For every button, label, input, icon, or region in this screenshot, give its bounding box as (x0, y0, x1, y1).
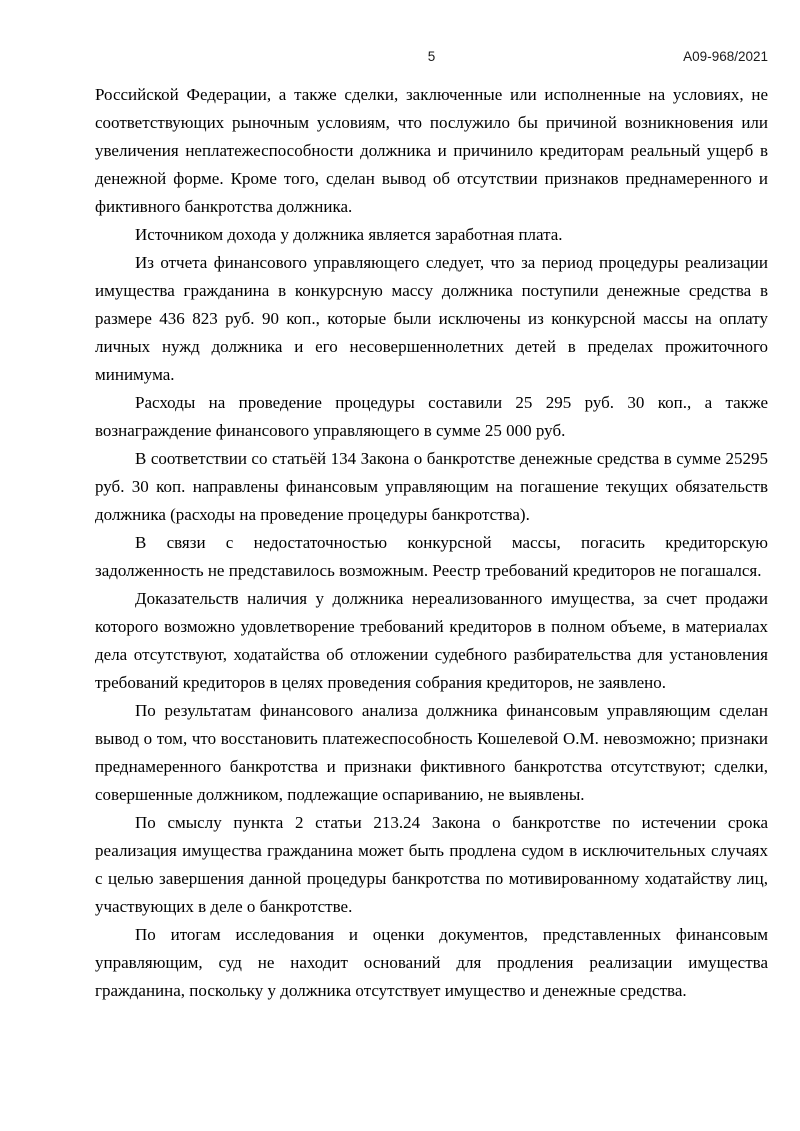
paragraph: Российской Федерации, а также сделки, заключенные или исполненные на условиях, не соответствующих рыночным условиям, что послужило бы причиной возникновения или увеличения неплатежеспособности должника и причинило кредиторам реальный ущерб в денежной форме. Кроме того, сделан вывод об отсутствии признаков преднамеренного и фиктивного банкротства должника. (95, 85, 768, 216)
paragraph: По результатам финансового анализа должника финансовым управляющим сделан вывод о том, что восстановить платежеспособность Кошелевой О.М. невозможно; признаки преднамеренного банкротства и признаки фиктивного банкротства отсутствуют; сделки, совершенные должником, подлежащие оспариванию, не выявлены. (95, 701, 768, 804)
paragraph: Доказательств наличия у должника нереализованного имущества, за счет продажи которого возможно удовлетворение требований кредиторов в полном объеме, в материалах дела отсутствуют, ходатайства об отложении судебного разбирательства для установления требований кредиторов в целях проведения собрания кредиторов, не заявлено. (95, 589, 768, 692)
paragraph: Расходы на проведение процедуры составили 25 295 руб. 30 коп., а также вознаграждение финансового управляющего в сумме 25 000 руб. (95, 393, 768, 440)
paragraph: В соответствии со статьёй 134 Закона о банкротстве денежные средства в сумме 25295 руб. 30 коп. направлены финансовым управляющим на погашение текущих обязательств должника (расходы на проведение процедуры банкротства). (95, 449, 768, 524)
document-body (95, 81, 768, 1005)
paragraph: По смыслу пункта 2 статьи 213.24 Закона о банкротстве по истечении срока реализация имущества гражданина может быть продлена судом в исключительных случаях с целью завершения данной процедуры банкротства по мотивированному ходатайству лиц, участвующих в деле о банкротстве. (95, 813, 768, 916)
paragraph: Источником дохода у должника является заработная плата. (135, 225, 563, 244)
case-number: А09-968/2021 (683, 49, 768, 64)
paragraph: Из отчета финансового управляющего следует, что за период процедуры реализации имущества гражданина в конкурсную массу должника поступили денежные средства в размере 436 823 руб. 90 коп., которые были исключены из конкурсной массы на оплату личных нужд должника и его несовершеннолетних детей в пределах прожиточного минимума. (95, 253, 768, 384)
page-header (95, 48, 768, 66)
paragraph: По итогам исследования и оценки документов, представленных финансовым управляющим, суд не находит оснований для продления реализации имущества гражданина, поскольку у должника отсутствует имущество и денежные средства. (95, 925, 768, 1000)
paragraph: В связи с недостаточностью конкурсной массы, погасить кредиторскую задолженность не представилось возможным. Реестр требований кредиторов не погашался. (95, 533, 768, 580)
page-number: 5 (427, 49, 436, 64)
